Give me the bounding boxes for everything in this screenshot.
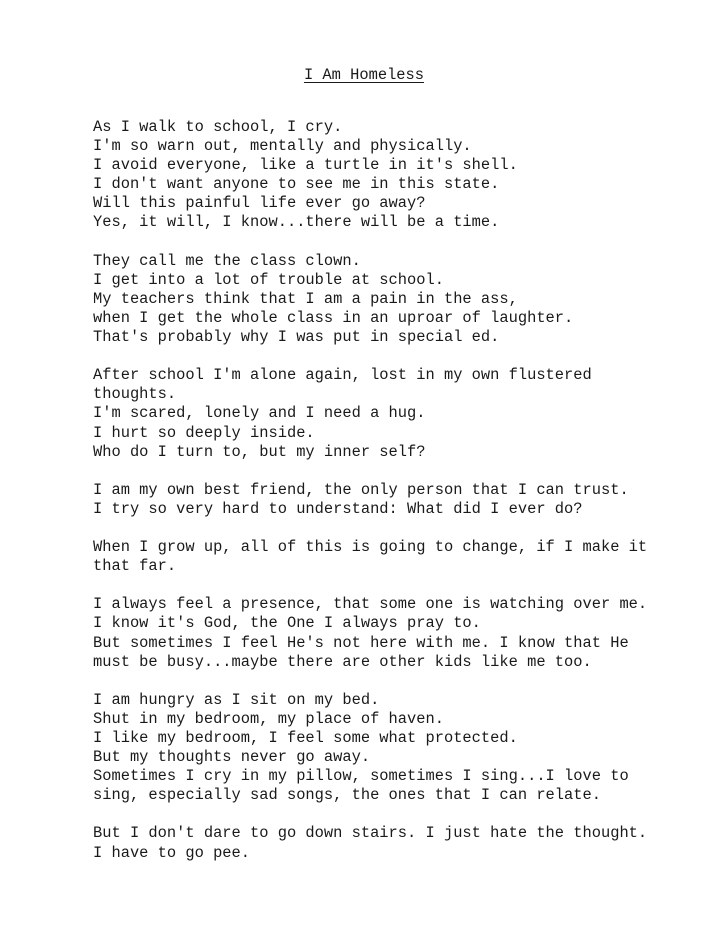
poem-line: must be busy...maybe there are other kids like me too.: [93, 652, 592, 671]
poem-line: I know it's God, the One I always pray to.: [93, 614, 481, 633]
poem-line: Yes, it will, I know...there will be a time.: [93, 213, 500, 232]
poem-line: I try so very hard to understand: What did I ever do?: [93, 499, 583, 518]
poem-line: But I don't dare to go down stairs. I just hate the thought.: [93, 824, 648, 843]
poem-line: Sometimes I cry in my pillow, sometimes I sing...I love to: [93, 767, 629, 786]
poem-line: I always feel a presence, that some one is watching over me.: [93, 595, 648, 614]
poem-line: Who do I turn to, but my inner self?: [93, 442, 426, 461]
poem-line: My teachers think that I am a pain in the ass,: [93, 289, 518, 308]
poem-line: Shut in my bedroom, my place of haven.: [93, 709, 444, 728]
stanza-3: [93, 366, 673, 461]
poem-line: I like my bedroom, I feel some what protected.: [93, 729, 518, 747]
stanza-4: [93, 481, 673, 519]
poem-line: But my thoughts never go away.: [93, 748, 371, 767]
poem-line: I'm scared, lonely and I need a hug.: [93, 404, 426, 423]
poem-line: I don't want anyone to see me in this state.: [93, 175, 500, 194]
stanza-7: [93, 691, 673, 806]
stanza-8: [93, 824, 673, 862]
poem-line: I have to go pee.: [93, 843, 251, 862]
poem-line: sing, especially sad songs, the ones that I can relate.: [93, 786, 601, 805]
poem-line: I hurt so deeply inside.: [93, 423, 315, 442]
poem-body: [93, 118, 673, 882]
poem-line: I am hungry as I sit on my bed.: [93, 690, 380, 709]
poem-line: But sometimes I feel He's not here with me. I know that He: [93, 633, 629, 652]
poem-line: When I grow up, all of this is going to change, if I make it: [93, 538, 648, 557]
stanza-5: [93, 538, 673, 576]
stanza-6: [93, 595, 673, 671]
poem-line: After school I'm alone again, lost in my own flustered: [93, 366, 592, 385]
poem-line: when I get the whole class in an uproar of laughter.: [93, 308, 574, 327]
poem-line: Will this painful life ever go away?: [93, 194, 426, 213]
poem-line: They call me the class clown.: [93, 251, 361, 270]
poem-line: As I walk to school, I cry.: [93, 118, 343, 136]
stanza-1: [93, 118, 673, 233]
poem-line: that far.: [93, 557, 177, 576]
document-title: I Am Homeless: [303, 66, 425, 84]
poem-line: I avoid everyone, like a turtle in it's shell.: [93, 156, 518, 175]
poem-line: That's probably why I was put in special ed.: [93, 328, 500, 347]
poem-line: I get into a lot of trouble at school.: [93, 270, 444, 289]
poem-line: thoughts.: [93, 385, 177, 404]
poem-line: I am my own best friend, the only person that I can trust.: [93, 480, 629, 499]
poem-line: I'm so warn out, mentally and physically.: [93, 137, 472, 156]
stanza-2: [93, 252, 673, 347]
